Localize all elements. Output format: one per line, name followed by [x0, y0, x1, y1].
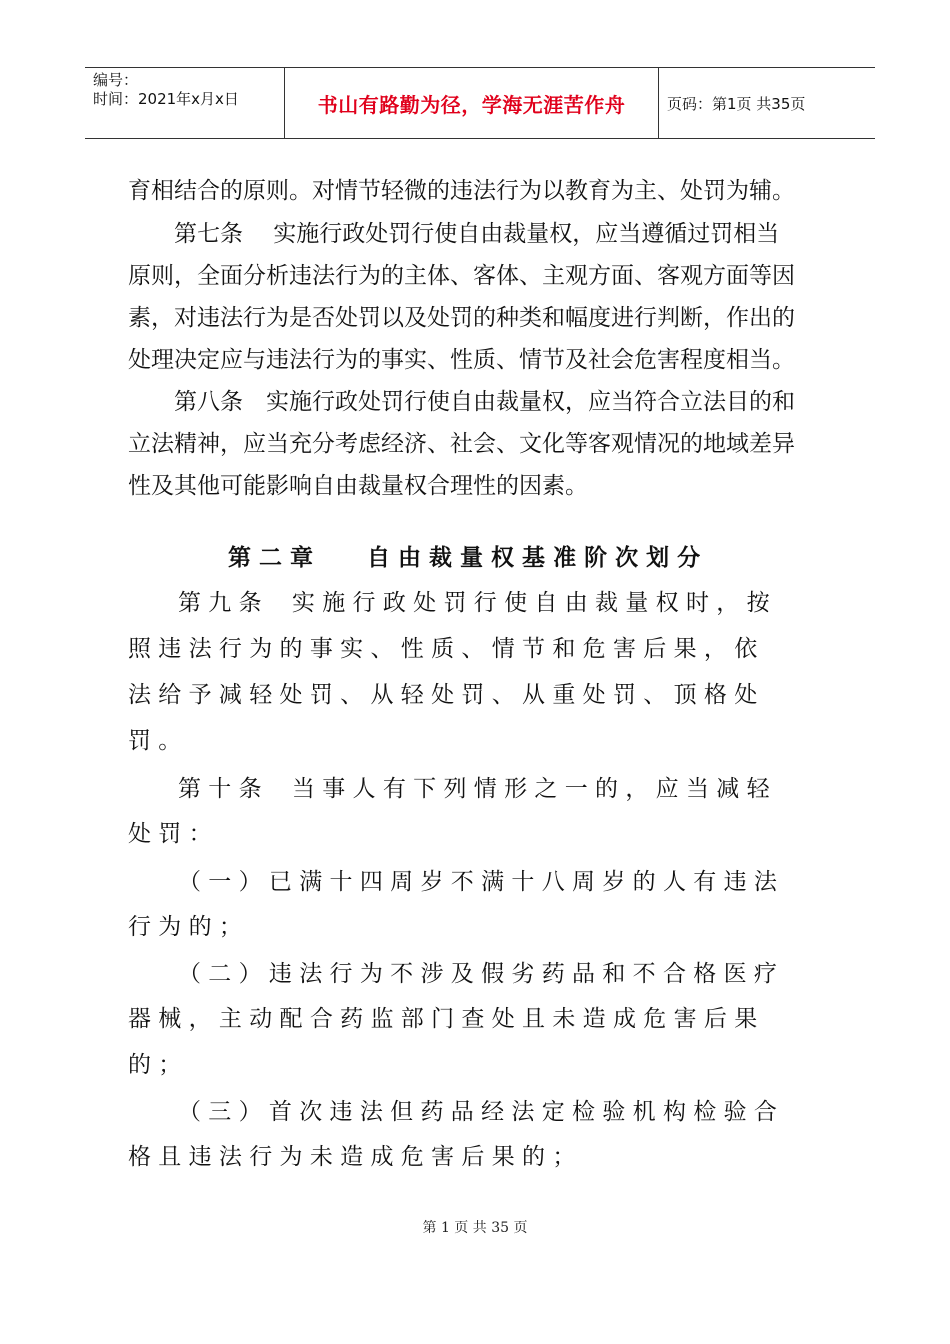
chapter-heading: 第 二 章 自 由 裁 量 权 基 准 阶 次 划 分: [228, 545, 701, 571]
list-item-line: （ 二 ） 违 法 行 为 不 涉 及 假 劣 药 品 和 不 合 格 医 疗: [178, 961, 777, 987]
paragraph-line: 第七条 实施行政处罚行使自由裁量权，应当遵循过罚相当: [174, 221, 780, 247]
paragraph-line: 素，对违法行为是否处罚以及处罚的种类和幅度进行判断，作出的: [128, 305, 795, 331]
list-item-line: （ 一 ） 已 满 十 四 周 岁 不 满 十 八 周 岁 的 人 有 违 法: [178, 869, 777, 895]
paragraph-line: 处 罚 ：: [128, 821, 212, 847]
paragraph-line: 第 十 条 当 事 人 有 下 列 情 形 之 一 的 ， 应 当 减 轻: [178, 776, 770, 802]
paragraph-line: 第 九 条 实 施 行 政 处 罚 行 使 自 由 裁 量 权 时 ， 按: [178, 590, 770, 616]
header-meta: [85, 68, 285, 138]
page-header: [85, 67, 875, 139]
list-item-line: 格 且 违 法 行 为 未 造 成 危 害 后 果 的 ；: [128, 1144, 576, 1170]
page-footer: 第 1 页 共 35 页: [422, 1220, 528, 1236]
header-page-number: 页码：第1页 共35页: [667, 94, 806, 113]
paragraph-line: 罚 。: [128, 728, 182, 754]
paragraph-line: 性及其他可能影响自由裁量权合理性的因素。: [128, 473, 588, 499]
paragraph-line: 育相结合的原则。对情节轻微的违法行为以教育为主、处罚为辅。: [128, 178, 795, 204]
paragraph-line: 原则，全面分析违法行为的主体、客体、主观方面、客观方面等因: [128, 263, 795, 289]
paragraph-line: 法 给 予 减 轻 处 罚 、 从 轻 处 罚 、 从 重 处 罚 、 顶 格 处: [128, 682, 758, 708]
document-time-label: 时间：2021年x月x日: [93, 90, 239, 108]
list-item-line: 器 械 ， 主 动 配 合 药 监 部 门 查 处 且 未 造 成 危 害 后 果: [128, 1006, 758, 1032]
paragraph-line: 照 违 法 行 为 的 事 实 、 性 质 、 情 节 和 危 害 后 果 ， 依: [128, 636, 758, 662]
list-item-line: 的 ；: [128, 1052, 182, 1078]
paragraph-line: 处理决定应与违法行为的事实、性质、情节及社会危害程度相当。: [128, 347, 795, 373]
paragraph-line: 立法精神，应当充分考虑经济、社会、文化等客观情况的地域差异: [128, 431, 795, 457]
header-motto: 书山有路勤为径，学海无涯苦作舟: [285, 68, 659, 138]
paragraph-line: 第八条 实施行政处罚行使自由裁量权，应当符合立法目的和: [174, 389, 795, 415]
document-number-label: 编号：: [93, 71, 139, 89]
list-item-line: （ 三 ） 首 次 违 法 但 药 品 经 法 定 检 验 机 构 检 验 合: [178, 1099, 777, 1125]
list-item-line: 行 为 的 ；: [128, 914, 242, 940]
